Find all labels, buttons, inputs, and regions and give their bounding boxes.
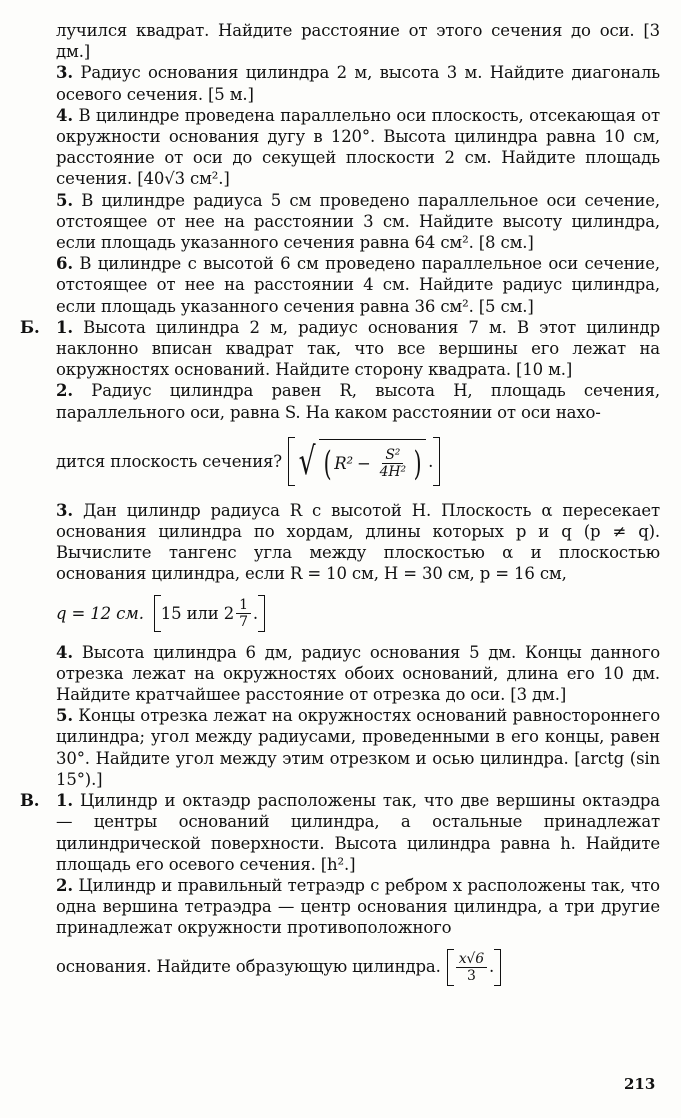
problem-text: Цилиндр и правильный тетраэдр с ребром x расположены так, что одна вершина тетраэдра — центр основания цилиндра, а три другие принадлежат окружности противоположного bbox=[56, 875, 660, 938]
problem-number: 5. bbox=[56, 190, 73, 210]
formula-operator: − bbox=[356, 454, 371, 474]
section-v bbox=[20, 790, 660, 875]
problem-number: 1. bbox=[56, 317, 73, 337]
problem-text: В цилиндре с высотой 6 см проведено параллельное оси сечение, отстоящее от нее на расстоянии 4 см. Найдите радиус цилиндра, если площадь указанного сечения равна 36 см². [5 см.] bbox=[56, 254, 660, 316]
problem-number: 2. bbox=[56, 875, 73, 895]
problem-number: 1. bbox=[56, 791, 73, 811]
answer-fraction bbox=[456, 951, 487, 984]
formula-lead-text: дится плоскость сечения? bbox=[56, 451, 283, 471]
formula-line bbox=[56, 595, 660, 632]
problem-item bbox=[56, 790, 660, 875]
problem-number: 4. bbox=[56, 105, 73, 125]
problem-text: Высота цилиндра 6 дм, радиус основания 5 дм. Концы данного отрезка лежат на окружностях обоих оснований, длина его 10 дм. Найдите кратчайшее расстояние от отрезка до оси. [3 дм.] bbox=[56, 642, 660, 705]
fraction-denominator: 7 bbox=[239, 613, 248, 630]
answer-bracket: $\frac{x√6}{3}$ . bbox=[447, 949, 501, 986]
problem-number: 2. bbox=[56, 381, 73, 401]
formula-fraction bbox=[377, 447, 409, 480]
fraction-denominator: 4H² bbox=[379, 464, 406, 481]
fraction-denominator: 3 bbox=[466, 967, 476, 984]
problem-text: Радиус цилиндра равен R, высота H, площадь сечения, параллельного оси, равна S. На каком расстоянии от оси нахо- bbox=[56, 381, 660, 422]
problem-item bbox=[56, 875, 660, 939]
paragraph-text: лучился квадрат. Найдите расстояние от этого сечения до оси. [3 дм.] bbox=[56, 21, 660, 62]
problem-text: Высота цилиндра 2 м, радиус основания 7 м. В этот цилиндр наклонно вписан квадрат так, что все вершины его лежат на окружностях оснований. Найдите сторону квадрата. [10 м.] bbox=[56, 317, 660, 380]
formula-line bbox=[56, 437, 660, 486]
problem-number: 6. bbox=[56, 254, 73, 274]
answer-bracket: √ ( R² − $\frac{\text{S²}}{\text{4H²}}$ ) . bbox=[288, 437, 440, 486]
problem-item bbox=[56, 105, 660, 190]
answer-fraction bbox=[236, 597, 251, 630]
problem-item bbox=[56, 380, 660, 422]
problem-text: Дан цилиндр радиуса R с высотой H. Плоскость α пересекает основания цилиндра по хордам, длины которых p и q (p ≠ q). Вычислите тангенс угла между плоскостью α и плоскостью основания цилиндра, если R = 10 см, H = 30 см, p = 16 см, bbox=[56, 500, 660, 584]
intro-text bbox=[56, 20, 660, 62]
formula-line bbox=[56, 949, 660, 986]
page-number: 213 bbox=[624, 1075, 656, 1093]
section-letter: Б. bbox=[20, 317, 40, 337]
square-root: √ ( R² − $\frac{\text{S²}}{\text{4H²}}$ ) bbox=[295, 439, 426, 484]
fraction-numerator: x√6 bbox=[456, 951, 487, 968]
problem-text: Цилиндр и октаэдр расположены так, что две вершины октаэдра — центры оснований цилиндра, а остальные принадлежат цилиндрической поверхности. Высота цилиндра равна h. Найдите площадь его осевого сечения. [h².] bbox=[56, 791, 660, 874]
problem-item bbox=[56, 62, 660, 104]
problem-item bbox=[56, 190, 660, 254]
fraction-numerator: S² bbox=[382, 447, 403, 464]
problem-text: Концы отрезка лежат на окружностях оснований равностороннего цилиндра; угол между радиусами, проведенными в его концы, равен 30°. Найдите угол между этим отрезком и осью цилиндра. [arctg (sin 15°).] bbox=[56, 706, 660, 789]
answer-bracket: 15 или 2 $\frac{1}{7}$ . bbox=[154, 595, 265, 632]
problem-text: В цилиндре радиуса 5 см проведено параллельное оси сечение, отстоящее от нее на расстоянии 3 см. Найдите высоту цилиндра, если площадь указанного сечения равна 64 см². [8 см.] bbox=[56, 190, 660, 253]
problem-number: 3. bbox=[56, 63, 73, 83]
fraction-numerator: 1 bbox=[236, 597, 251, 614]
problem-item bbox=[56, 705, 660, 790]
problem-text: Радиус основания цилиндра 2 м, высота 3 м. Найдите диагональ осевого сечения. [5 м.] bbox=[56, 63, 660, 104]
problem-number: 5. bbox=[56, 706, 73, 726]
formula-lead-text: q = 12 см. bbox=[56, 603, 144, 623]
problem-item bbox=[56, 253, 660, 317]
formula-lead-text: основания. Найдите образующую цилиндра. bbox=[56, 957, 441, 977]
section-letter: В. bbox=[20, 791, 40, 811]
problem-item bbox=[56, 500, 660, 585]
problem-text: В цилиндре проведена параллельно оси плоскость, отсекающая от окружности основания дугу в 120°. Высота цилиндра равна 10 см, расстояние от оси до секущей плоскости 2 см. Найдите площадь сечения. [40√3 см².] bbox=[56, 105, 660, 189]
formula-term: R² bbox=[334, 454, 353, 474]
problem-number: 4. bbox=[56, 642, 73, 662]
problem-list bbox=[20, 20, 660, 992]
answer-text: 15 или 2 bbox=[160, 603, 235, 623]
problem-item bbox=[56, 642, 660, 706]
problem-item bbox=[56, 317, 660, 381]
section-b bbox=[20, 317, 660, 381]
problem-number: 3. bbox=[56, 500, 73, 520]
